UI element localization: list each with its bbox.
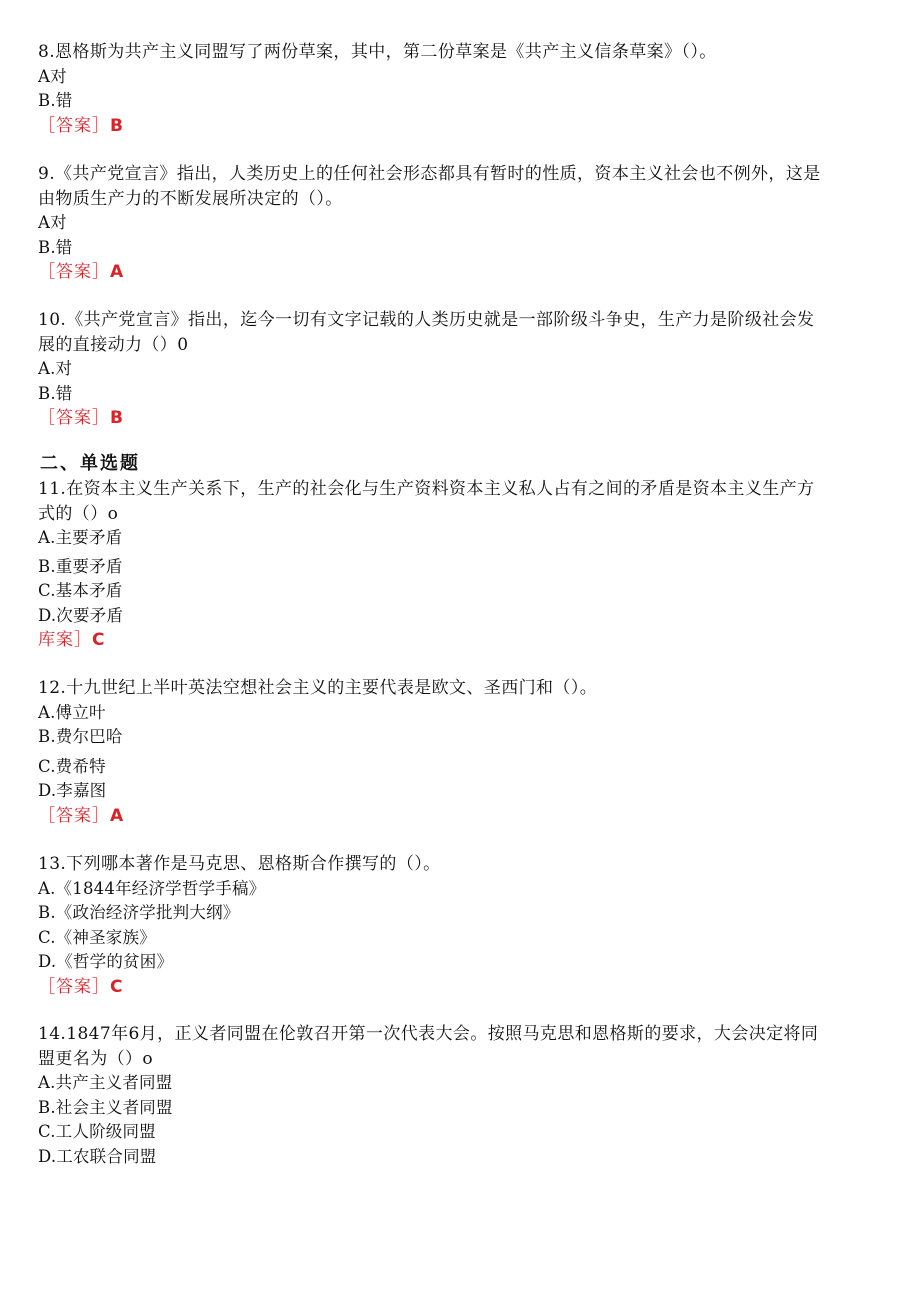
answer-line	[38, 406, 814, 431]
question-12	[38, 676, 597, 828]
option-d: D.《哲学的贫困》	[38, 952, 174, 971]
section-heading: 二、单选题	[40, 453, 140, 474]
question-stem-continued: 展的直接动力（）0	[38, 334, 189, 355]
answer-prefix: ［答案］	[38, 408, 110, 428]
question-stem-continued: 盟更名为（）o	[38, 1048, 154, 1069]
answer-line	[38, 804, 597, 829]
question-stem: 12.十九世纪上半叶英法空想社会主义的主要代表是欧文、圣西门和（）。	[38, 678, 598, 698]
question-stem-continued: 式的（）o	[38, 503, 119, 524]
answer-key: A	[110, 262, 124, 282]
question-14	[38, 1022, 818, 1169]
option-a: A.对	[38, 359, 73, 378]
option-c: C.工人阶级同盟	[38, 1122, 156, 1141]
option-a: A.共产主义者同盟	[38, 1073, 173, 1092]
question-10	[38, 308, 814, 431]
answer-line	[38, 628, 814, 653]
option-a: A.傅立叶	[38, 702, 106, 722]
question-stem: 10.《共产党宣言》指出，迄今一切有文字记载的人类历史就是一部阶级斗争史，生产力是阶级社会发	[38, 310, 815, 330]
option-a: A对	[38, 66, 67, 86]
answer-key: B	[110, 408, 123, 428]
option-a: A对	[38, 213, 67, 232]
option-b: B.错	[38, 91, 73, 110]
answer-line	[38, 260, 821, 285]
answer-key: C	[110, 976, 123, 997]
answer-prefix: ［答案］	[38, 976, 110, 997]
option-a: A.主要矛盾	[38, 528, 123, 547]
option-b: B.错	[38, 237, 73, 257]
option-a: A.《1844年经济学哲学手稿》	[38, 878, 266, 898]
answer-line	[38, 114, 717, 139]
option-c: C.《神圣家族》	[38, 927, 156, 947]
answer-line	[38, 975, 441, 1000]
question-stem: 14.1847年6月，正义者同盟在伦敦召开第一次代表大会。按照马克思和恩格斯的要求，大会决定将同	[38, 1024, 819, 1044]
option-d: D.次要矛盾	[38, 605, 124, 625]
answer-key: A	[110, 805, 124, 826]
answer-prefix: 库案］	[38, 630, 92, 650]
answer-key: C	[92, 630, 105, 650]
question-13	[38, 852, 441, 999]
question-9	[38, 162, 821, 285]
option-d: D.李嘉图	[38, 781, 107, 800]
answer-prefix: ［答案］	[38, 805, 110, 826]
answer-prefix: ［答案］	[38, 115, 110, 136]
option-b: B.社会主义者同盟	[38, 1097, 173, 1117]
question-stem: 11.在资本主义生产关系下，生产的社会化与生产资料资本主义私人占有之间的矛盾是资本主义生产方	[38, 479, 815, 499]
option-c: C.费希特	[38, 756, 106, 776]
option-c: C.基本矛盾	[38, 581, 123, 600]
answer-prefix: ［答案］	[38, 262, 110, 282]
option-b: B.重要矛盾	[38, 556, 123, 576]
question-stem: 9.《共产党宣言》指出，人类历史上的任何社会形态都具有暂时的性质，资本主义社会也不例外，这是	[38, 164, 821, 184]
option-b: B.错	[38, 383, 73, 403]
answer-key: B	[110, 115, 123, 136]
question-11	[38, 477, 814, 653]
question-stem: 13.下列哪本著作是马克思、恩格斯合作撰写的（）。	[38, 854, 441, 874]
question-8	[38, 40, 717, 138]
option-d: D.工农联合同盟	[38, 1146, 157, 1166]
question-stem-continued: 由物质生产力的不断发展所决定的（）。	[38, 188, 343, 209]
option-b: B.费尔巴哈	[38, 727, 123, 746]
option-b: B.《政治经济学批判大纲》	[38, 903, 240, 922]
question-stem: 8.恩格斯为共产主义同盟写了两份草案，其中，第二份草案是《共产主义信条草案》（）。	[38, 42, 717, 62]
